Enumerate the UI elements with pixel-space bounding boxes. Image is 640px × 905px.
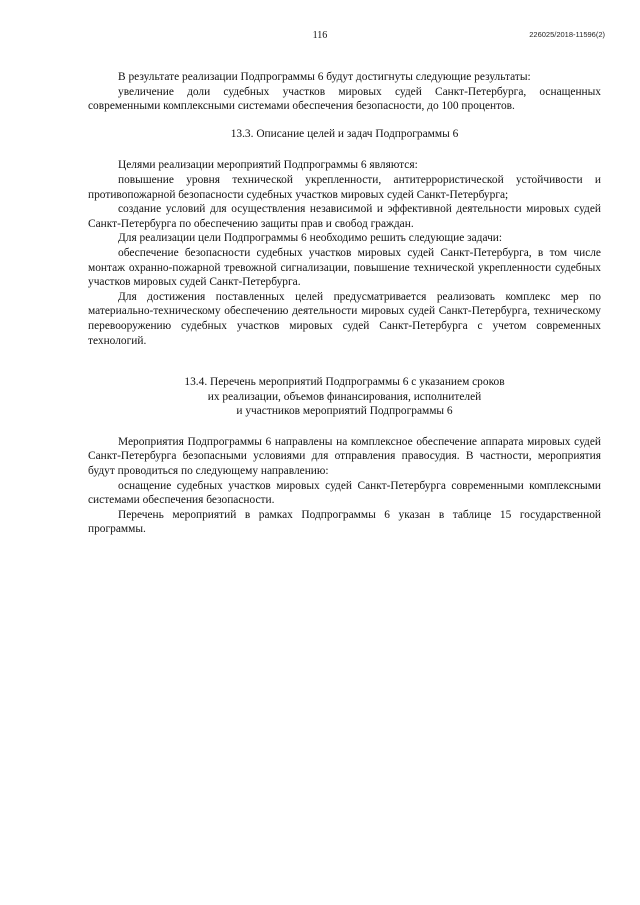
paragraph: Для реализации цели Подпрограммы 6 необходимо решить следующие задачи: [118, 232, 503, 245]
section-heading-13-3: 13.3. Описание целей и задач Подпрограммы 6 [230, 127, 459, 140]
paragraph: увеличение доли судебных участков мировых судей Санкт-Петербурга, оснащенных современными комплексными системами обеспечения безопасности, до 100 процентов. [88, 85, 601, 113]
heading-line: 13.4. Перечень мероприятий Подпрограммы 6 с указанием сроков [184, 376, 505, 389]
paragraph: В результате реализации Подпрограммы 6 будут достигнуты следующие результаты: [118, 71, 531, 83]
document-id: 226025/2018-11596(2) [529, 30, 605, 39]
paragraph: обеспечение безопасности судебных участков мировых судей Санкт-Петербурга, в том числе монтаж охранно-пожарной тревожной сигнализации, повышение технической укрепленности судебных участков мировых судей Санкт-Петербурга. [88, 246, 601, 289]
heading-line: их реализации, объемов финансирования, исполнителей [207, 390, 482, 403]
paragraph: Для достижения поставленных целей предусматривается реализовать комплекс мер по материально-техническому обеспечению деятельности мировых судей Санкт-Петербурга, техническому перевооружению судебных участков мировых судей Санкт-Петербурга с учетом современных технологий. [88, 290, 601, 347]
document-body [88, 70, 601, 537]
paragraph: Целями реализации мероприятий Подпрограммы 6 являются: [118, 159, 418, 172]
paragraph: оснащение судебных участков мировых судей Санкт-Петербурга современными комплексными системами обеспечения безопасности. [88, 479, 601, 507]
paragraph: Перечень мероприятий в рамках Подпрограммы 6 указан в таблице 15 государственной программы. [88, 508, 601, 536]
paragraph: Мероприятия Подпрограммы 6 направлены на комплексное обеспечение аппарата мировых судей Санкт-Петербурга безопасными условиями для отправления правосудия. В частности, мероприятия будут проводиться по следующему направлению: [88, 435, 601, 478]
heading-line: и участников мероприятий Подпрограммы 6 [236, 405, 453, 418]
page-number: 116 [312, 30, 328, 41]
section-heading-13-4 [88, 375, 601, 419]
paragraph: повышение уровня технической укрепленности, антитеррористической устойчивости и противопожарной безопасности судебных участков мировых судей Санкт-Петербурга; [88, 173, 601, 201]
paragraph: создание условий для осуществления независимой и эффективной деятельности мировых судей Санкт-Петербурга по обеспечению защиты прав и свобод граждан. [88, 203, 601, 230]
